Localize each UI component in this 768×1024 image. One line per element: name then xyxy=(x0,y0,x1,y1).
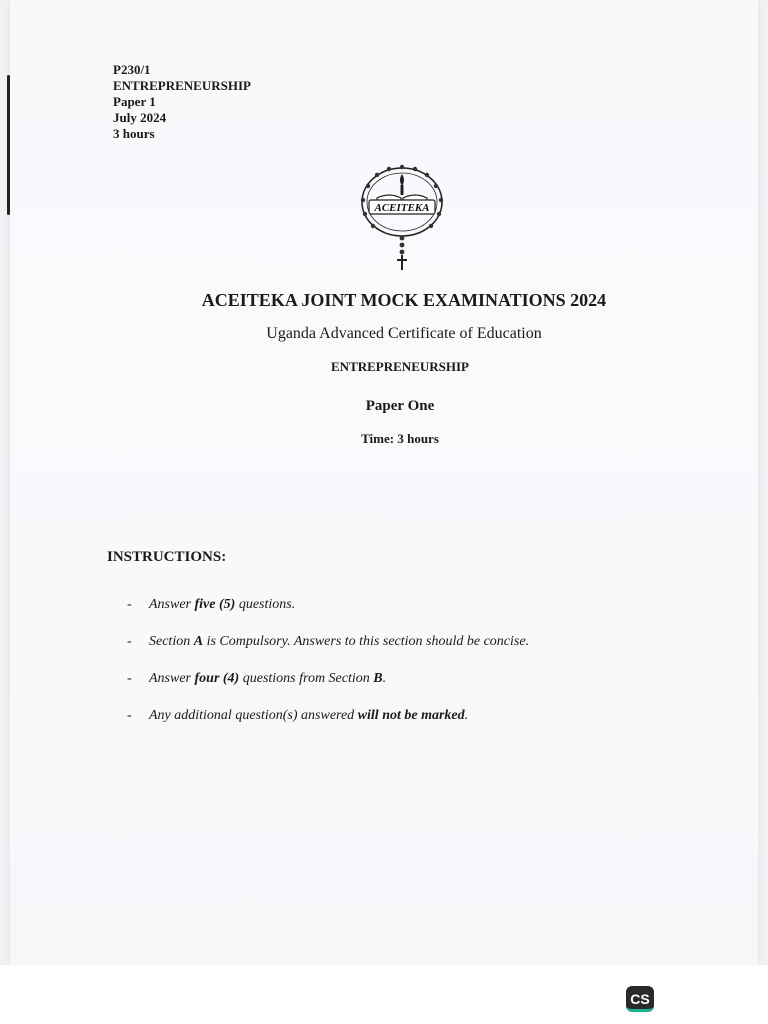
instruction-emphasis: four (4) xyxy=(194,671,240,686)
paper-date: July 2024 xyxy=(113,110,167,125)
instruction-item xyxy=(127,708,468,724)
instruction-text: Answer xyxy=(149,597,195,612)
instruction-text: Any additional question(s) answered xyxy=(149,708,358,723)
paper-number: Paper 1 xyxy=(113,94,156,109)
exam-paper-sheet xyxy=(10,0,758,965)
paper-title: Paper One xyxy=(365,398,435,414)
paper-header xyxy=(113,62,251,142)
instruction-text: Section xyxy=(149,634,194,649)
instruction-text: questions. xyxy=(235,597,296,612)
exam-title: ACEITEKA JOINT MOCK EXAMINATIONS 2024 xyxy=(201,290,607,310)
instruction-dash: - xyxy=(127,597,132,612)
certificate-title: Uganda Advanced Certificate of Education xyxy=(266,325,542,342)
instruction-dash: - xyxy=(127,708,132,723)
paper-code: P230/1 xyxy=(113,62,151,77)
instruction-text: questions from Section xyxy=(239,671,374,686)
camscanner-badge-icon: CS xyxy=(626,986,654,1012)
binding-edge-mark xyxy=(7,75,10,215)
paper-subject: ENTREPRENEURSHIP xyxy=(113,78,251,93)
instruction-text: . xyxy=(382,671,387,686)
instruction-text: Answer xyxy=(149,671,195,686)
instruction-item xyxy=(127,671,386,687)
subject-title: ENTREPRENEURSHIP xyxy=(331,359,469,374)
instruction-emphasis: five (5) xyxy=(194,597,236,612)
instruction-text: . xyxy=(464,708,469,723)
instructions-heading: INSTRUCTIONS: xyxy=(107,549,227,565)
instruction-dash: - xyxy=(127,671,132,686)
paper-duration: 3 hours xyxy=(113,126,155,141)
instruction-item xyxy=(127,597,295,613)
instruction-item xyxy=(127,634,529,650)
instruction-dash: - xyxy=(127,634,132,649)
time-allowed: Time: 3 hours xyxy=(361,431,439,446)
instruction-emphasis: A xyxy=(193,634,204,649)
instruction-emphasis: B xyxy=(373,671,383,686)
logo-text: ACEITEKA xyxy=(374,202,430,214)
instruction-text: is Compulsory. Answers to this section should be concise. xyxy=(203,634,530,649)
instruction-emphasis: will not be marked xyxy=(357,708,465,723)
aceiteka-logo xyxy=(355,160,450,272)
